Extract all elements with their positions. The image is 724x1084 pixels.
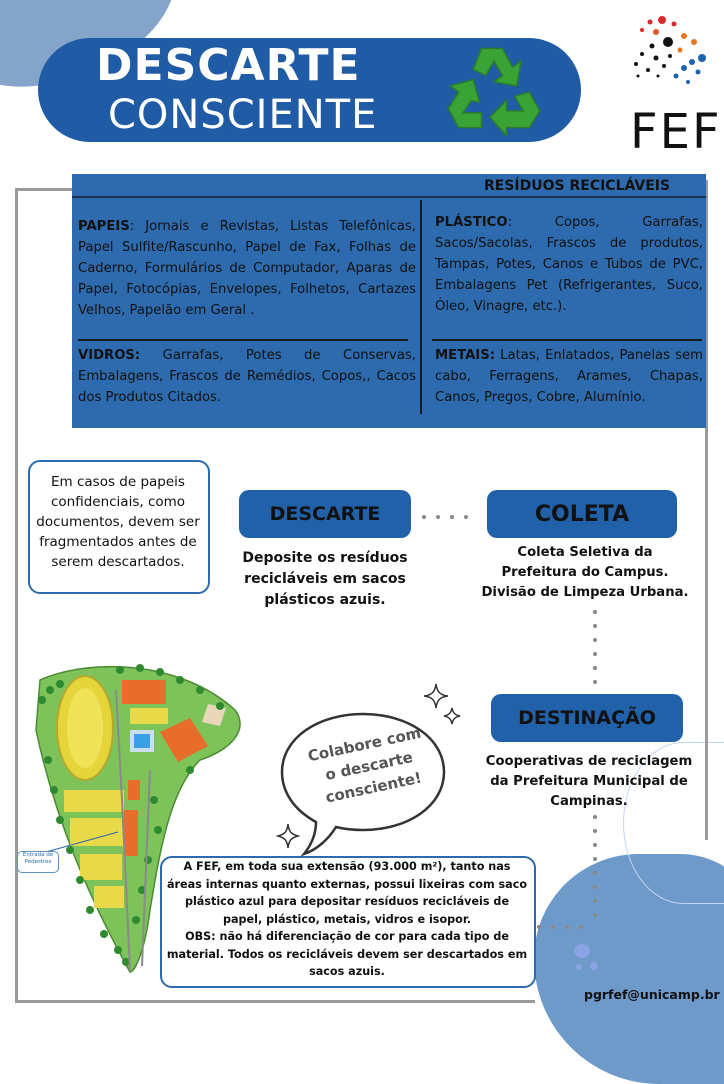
- metais-text: Latas, Enlatados, Panelas sem cabo, Ferragens, Arames, Chapas, Canos, Pregos, Cobre, Alumínio.: [435, 348, 703, 405]
- divider: [432, 339, 702, 341]
- page-title: DESCARTE: [96, 40, 361, 91]
- frame-line-top: [15, 188, 75, 191]
- connector-dot: [593, 815, 597, 819]
- connector-dot: [593, 652, 597, 656]
- papeis-cell: [78, 216, 416, 321]
- vidros-text: Garrafas, Potes de Conservas, Embalagens, Frascos de Remédios, Copos,, Cacos dos Produtos Citados.: [78, 348, 416, 405]
- vidros-cell: [78, 345, 416, 408]
- page-subtitle: CONSCIENTE: [108, 92, 378, 138]
- connector-dot: [593, 680, 597, 684]
- descarte-pill: DESCARTE: [239, 490, 411, 538]
- descarte-text: Deposite os resíduos recicláveis em sacos plásticos azuis.: [242, 550, 408, 608]
- frame-line-bottom: [15, 1000, 535, 1003]
- destinacao-text: Cooperativas de reciclagem da Prefeitura Municipal de Campinas.: [485, 754, 693, 809]
- papeis-text: : Jornais e Revistas, Listas Telefônicas, Papel Sulfite/Rascunho, Papel de Fax, Folhas de Caderno, Formulários de Computador, Aparas de Papel, Fotocópias, Envelopes, Folhetos, Cartazes Velhos, Papelão em Geral .: [78, 219, 416, 318]
- connector-dot: [593, 624, 597, 628]
- connector-dot: [593, 913, 597, 917]
- contact-email[interactable]: pgrfef@unicamp.br: [584, 987, 720, 1002]
- connector-dot: [579, 925, 583, 929]
- metais-label: METAIS:: [435, 348, 495, 363]
- connector-dot: [551, 925, 555, 929]
- vidros-label: VIDROS:: [78, 348, 141, 363]
- confidential-info-text: Em casos de papeis confidenciais, como documentos, devem ser fragmentados antes de serem descartados.: [36, 474, 200, 570]
- connector-dot: [464, 515, 468, 519]
- connector-dot: [593, 885, 597, 889]
- connector-dot: [537, 925, 541, 929]
- divider: [78, 339, 408, 341]
- connector-dot: [593, 610, 597, 614]
- note-text: A FEF, em toda sua extensão (93.000 m²), tanto nas áreas internas quanto externas, possui lixeiras com saco plástico azul para depositar resíduos recicláveis de papel, plástico, metais, vidros e isopor.: [166, 860, 528, 926]
- divider: [72, 196, 706, 198]
- divider: [420, 200, 422, 414]
- entrance-label: Entrada de Pedestres: [17, 851, 59, 873]
- note-obs: OBS: não há diferenciação de cor para cada tipo de material. Todos os recicláveis devem ser descartados em sacos azuis.: [166, 930, 528, 978]
- papeis-label: PAPEIS: [78, 219, 130, 234]
- connector-dot: [593, 666, 597, 670]
- frame-line-left: [15, 188, 18, 1003]
- connector-dot: [593, 829, 597, 833]
- metais-cell: [435, 345, 703, 408]
- fef-logo-text: FEF: [630, 104, 722, 160]
- fef-logo-dots: [628, 12, 708, 100]
- decorative-blob: [576, 964, 582, 970]
- connector-dot: [436, 515, 440, 519]
- destinacao-pill: DESTINAÇÃO: [491, 694, 683, 742]
- connector-dot: [593, 638, 597, 642]
- connector-dot: [593, 843, 597, 847]
- decorative-blob: [574, 944, 590, 958]
- recycle-icon: [442, 40, 546, 136]
- connector-dot: [422, 515, 426, 519]
- connector-dot: [593, 857, 597, 861]
- plastico-cell: [435, 212, 703, 317]
- connector-dot: [565, 925, 569, 929]
- plastico-text: : Copos, Garrafas, Sacos/Sacolas, Frascos de produtos, Tampas, Potes, Canos e Tubos de PVC, Embalagens Pet (Refrigerantes, Suco, Óleo, Vinagre, etc.).: [435, 215, 703, 314]
- speech-bubble-text: Colabore com o descarte consciente!: [306, 723, 424, 807]
- plastico-label: PLÁSTICO: [435, 215, 508, 230]
- connector-dot: [593, 899, 597, 903]
- connector-dot: [593, 871, 597, 875]
- coleta-text: Coleta Seletiva da Prefeitura do Campus. Divisão de Limpeza Urbana.: [481, 545, 689, 600]
- decorative-blob: [590, 962, 598, 970]
- note-text-block: [166, 858, 528, 981]
- recyclables-heading: RESÍDUOS RECICLÁVEIS: [484, 178, 671, 194]
- coleta-pill: COLETA: [487, 490, 677, 538]
- connector-dot: [450, 515, 454, 519]
